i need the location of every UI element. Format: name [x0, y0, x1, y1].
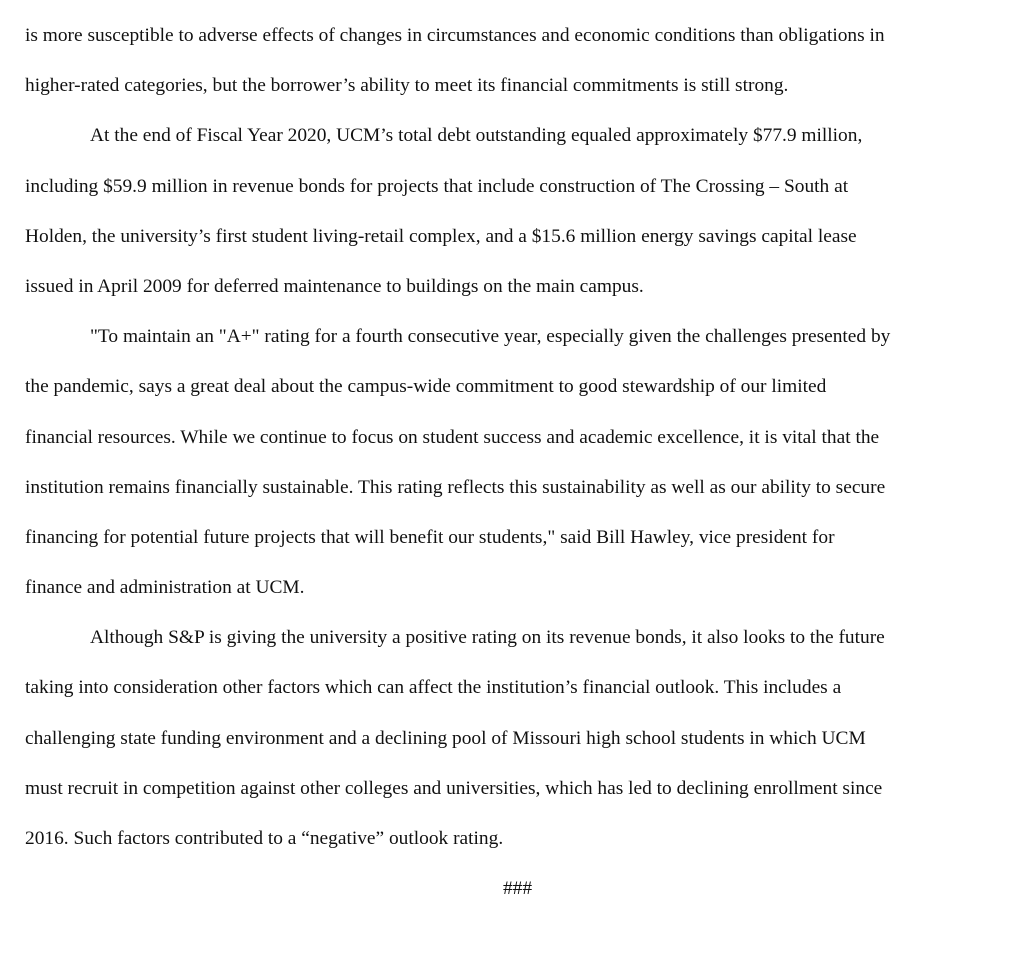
text-line: Although S&P is giving the university a positive rating on its revenue bonds, it also looks to the future	[90, 627, 885, 649]
paragraph-3-quote	[25, 312, 1010, 613]
paragraph-1	[25, 11, 1010, 111]
end-of-release-mark: ###	[502, 878, 533, 900]
text-line: issued in April 2009 for deferred maintenance to buildings on the main campus.	[25, 275, 644, 297]
text-line: 2016. Such factors contributed to a “negative” outlook rating.	[25, 828, 504, 849]
text-line: higher-rated categories, but the borrower’s ability to meet its financial commitments is still strong.	[25, 75, 789, 97]
text-line: the pandemic, says a great deal about the campus-wide commitment to good stewardship of our limited	[25, 376, 827, 398]
paragraph-4	[25, 613, 1010, 864]
paragraph-2	[25, 111, 1010, 312]
text-line: must recruit in competition against other colleges and universities, which has led to declining enrollment since	[25, 777, 883, 799]
text-line: Holden, the university’s first student living-retail complex, and a $15.6 million energy savings capital lease	[25, 225, 857, 247]
text-line: including $59.9 million in revenue bonds for projects that include construction of The Crossing – South at	[25, 175, 849, 197]
text-line: "To maintain an "A+" rating for a fourth consecutive year, especially given the challenges presented by	[90, 326, 891, 348]
text-line: is more susceptible to adverse effects of changes in circumstances and economic conditions than obligations in	[25, 25, 885, 46]
text-line: finance and administration at UCM.	[25, 577, 305, 599]
text-line: At the end of Fiscal Year 2020, UCM’s total debt outstanding equaled approximately $77.9 million,	[90, 125, 863, 147]
text-line: challenging state funding environment and a declining pool of Missouri high school students in which UCM	[25, 727, 866, 749]
text-line: financing for potential future projects that will benefit our students," said Bill Hawley, vice president for	[25, 526, 835, 548]
document-page	[25, 11, 1010, 914]
text-line: taking into consideration other factors which can affect the institution’s financial outlook. This includes a	[25, 677, 842, 699]
text-line: financial resources. While we continue to focus on student success and academic excellence, it is vital that the	[25, 426, 880, 448]
text-line: institution remains financially sustainable. This rating reflects this sustainability as well as our ability to secure	[25, 476, 886, 498]
